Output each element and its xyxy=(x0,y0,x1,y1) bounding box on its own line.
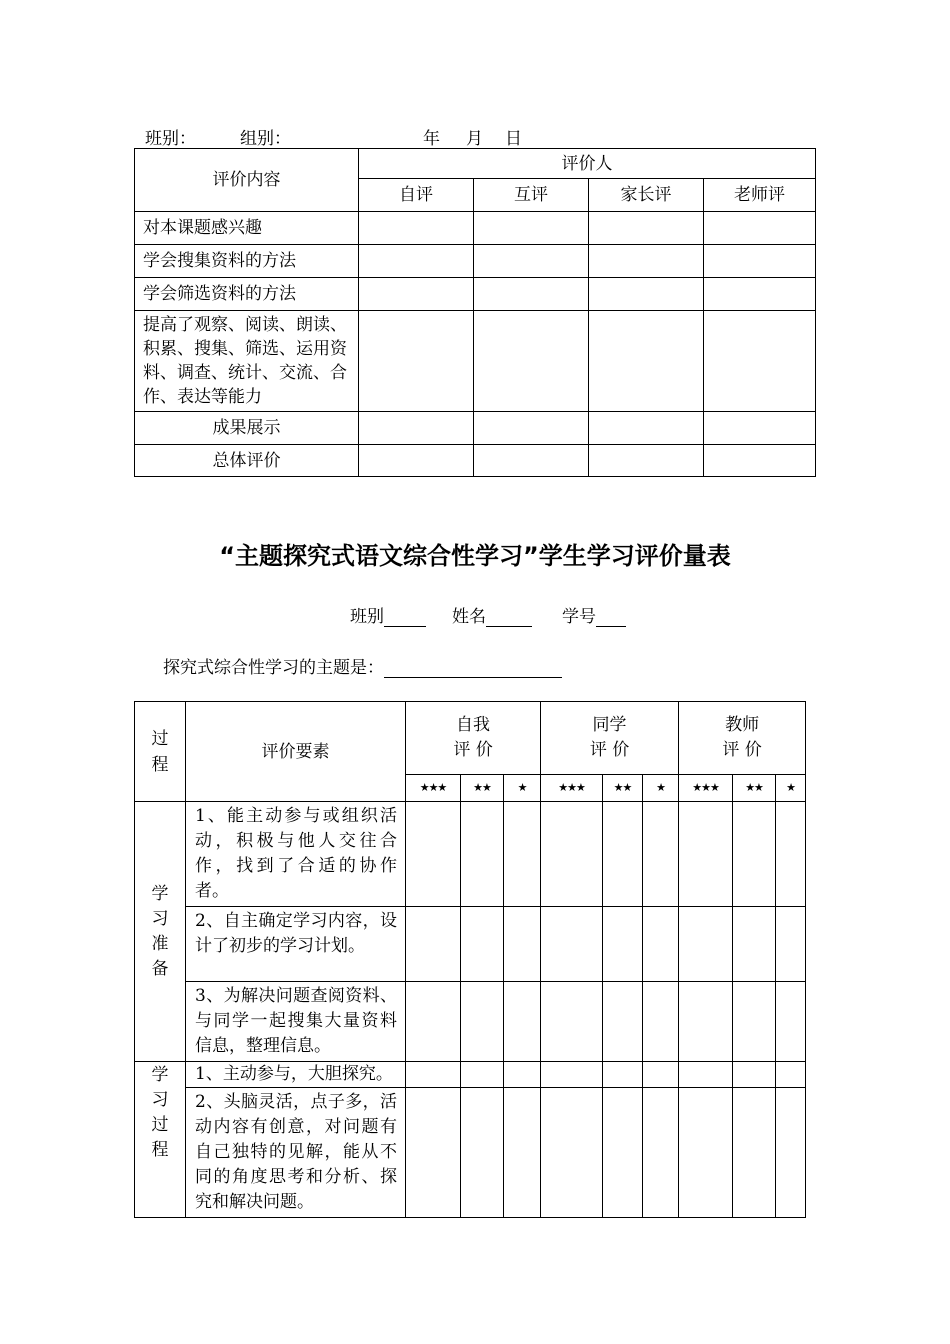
topic-field xyxy=(163,653,562,678)
rating-cell[interactable] xyxy=(461,907,504,982)
topic-label: 探究式综合性学习的主题是： xyxy=(163,658,384,678)
stage-label: 学习准备 xyxy=(135,802,186,1062)
score-cell[interactable] xyxy=(359,311,474,412)
year-label: 年 xyxy=(423,129,440,149)
number-field xyxy=(562,602,626,627)
requirement-item: 2、自主确定学习内容，设计了初步的学习计划。 xyxy=(186,907,406,982)
col-self: 自评 xyxy=(359,179,474,212)
score-cell[interactable] xyxy=(359,245,474,278)
table-row xyxy=(135,802,806,907)
requirement-item: 2、头脑灵活，点子多，活动内容有创意，对问题有自己独特的见解，能从不同的角度思考和分析、探究和解决问题。 xyxy=(186,1088,406,1218)
row-label: 学会搜集资料的方法 xyxy=(135,245,359,278)
rating-cell[interactable] xyxy=(603,982,643,1062)
two-star-label: ★★ xyxy=(461,775,504,802)
table-row xyxy=(135,1062,806,1088)
score-cell[interactable] xyxy=(474,445,589,477)
rating-cell[interactable] xyxy=(406,802,461,907)
table-row xyxy=(135,982,806,1062)
rating-cell[interactable] xyxy=(504,907,541,982)
rating-cell[interactable] xyxy=(541,1088,603,1218)
rating-cell[interactable] xyxy=(603,1088,643,1218)
table-row xyxy=(135,278,816,311)
name-blank[interactable] xyxy=(486,606,532,627)
rating-cell[interactable] xyxy=(679,1062,733,1088)
score-cell[interactable] xyxy=(359,212,474,245)
score-cell[interactable] xyxy=(704,212,816,245)
rating-cell[interactable] xyxy=(541,982,603,1062)
score-cell[interactable] xyxy=(474,311,589,412)
rating-cell[interactable] xyxy=(461,1088,504,1218)
rating-cell[interactable] xyxy=(406,982,461,1062)
score-cell[interactable] xyxy=(589,245,704,278)
rating-cell[interactable] xyxy=(643,1062,679,1088)
content-header: 评价内容 xyxy=(135,149,359,212)
evaluation-table-2 xyxy=(134,701,806,1218)
one-star-label: ★ xyxy=(504,775,541,802)
rating-cell[interactable] xyxy=(733,982,776,1062)
score-cell[interactable] xyxy=(474,212,589,245)
group-teacher: 教师评 价 xyxy=(679,702,806,775)
row-label: 总体评价 xyxy=(135,445,359,477)
rating-cell[interactable] xyxy=(643,907,679,982)
rating-cell[interactable] xyxy=(461,982,504,1062)
rating-cell[interactable] xyxy=(406,1062,461,1088)
score-cell[interactable] xyxy=(704,245,816,278)
score-cell[interactable] xyxy=(704,311,816,412)
rating-cell[interactable] xyxy=(733,907,776,982)
class-label: 班别： xyxy=(145,129,196,149)
number-blank[interactable] xyxy=(596,606,626,627)
stage-label: 学习过程 xyxy=(135,1062,186,1218)
rating-cell[interactable] xyxy=(603,802,643,907)
score-cell[interactable] xyxy=(474,245,589,278)
evaluation-table-1 xyxy=(134,148,816,477)
col-parent: 家长评 xyxy=(589,179,704,212)
table-row xyxy=(135,445,816,477)
rating-cell[interactable] xyxy=(603,907,643,982)
rating-cell[interactable] xyxy=(776,802,806,907)
score-cell[interactable] xyxy=(359,445,474,477)
table-row xyxy=(135,907,806,982)
table-row xyxy=(135,311,816,412)
score-cell[interactable] xyxy=(704,278,816,311)
group-self: 自我评 价 xyxy=(406,702,541,775)
rating-cell[interactable] xyxy=(504,1062,541,1088)
score-cell[interactable] xyxy=(589,212,704,245)
number-label: 学号 xyxy=(562,607,596,627)
requirement-item: 1、主动参与，大胆探究。 xyxy=(186,1062,406,1088)
col-teacher: 老师评 xyxy=(704,179,816,212)
rating-cell[interactable] xyxy=(406,907,461,982)
score-cell[interactable] xyxy=(589,311,704,412)
rating-cell[interactable] xyxy=(733,1062,776,1088)
class-blank[interactable] xyxy=(384,606,426,627)
two-star-label: ★★ xyxy=(603,775,643,802)
rating-cell[interactable] xyxy=(776,1062,806,1088)
three-star-label: ★★★ xyxy=(541,775,603,802)
table-row xyxy=(135,412,816,445)
one-star-label: ★ xyxy=(776,775,806,802)
requirement-header: 评价要素 xyxy=(186,702,406,802)
class-label: 班别 xyxy=(350,607,384,627)
score-cell[interactable] xyxy=(474,278,589,311)
rating-cell[interactable] xyxy=(643,982,679,1062)
three-star-label: ★★★ xyxy=(406,775,461,802)
rating-cell[interactable] xyxy=(643,802,679,907)
rating-cell[interactable] xyxy=(679,1088,733,1218)
name-field xyxy=(452,602,532,627)
rating-cell[interactable] xyxy=(461,802,504,907)
row-label: 提高了观察、阅读、朗读、积累、搜集、筛选、运用资料、调查、统计、交流、合作、表达等能力 xyxy=(135,311,359,412)
rating-cell[interactable] xyxy=(541,1062,603,1088)
rating-cell[interactable] xyxy=(504,1088,541,1218)
requirement-item: 1、能主动参与或组织活动，积极与他人交往合作，找到了合适的协作者。 xyxy=(186,802,406,907)
rating-cell[interactable] xyxy=(733,802,776,907)
group-label: 组别： xyxy=(240,129,291,149)
score-cell[interactable] xyxy=(704,445,816,477)
row-label: 成果展示 xyxy=(135,412,359,445)
two-star-label: ★★ xyxy=(733,775,776,802)
evaluator-header: 评价人 xyxy=(359,149,816,179)
rating-cell[interactable] xyxy=(733,1088,776,1218)
process-header: 过程 xyxy=(135,702,186,802)
one-star-label: ★ xyxy=(643,775,679,802)
col-peer: 互评 xyxy=(474,179,589,212)
score-cell[interactable] xyxy=(704,412,816,445)
table-row xyxy=(135,245,816,278)
score-cell[interactable] xyxy=(474,412,589,445)
topic-blank[interactable] xyxy=(384,657,562,678)
requirement-item: 3、为解决问题查阅资料、与同学一起搜集大量资料信息，整理信息。 xyxy=(186,982,406,1062)
score-cell[interactable] xyxy=(589,412,704,445)
rating-cell[interactable] xyxy=(504,982,541,1062)
rating-cell[interactable] xyxy=(541,802,603,907)
class-field xyxy=(350,602,426,627)
rating-cell[interactable] xyxy=(541,907,603,982)
rating-cell[interactable] xyxy=(776,1088,806,1218)
score-cell[interactable] xyxy=(589,445,704,477)
day-label: 日 xyxy=(505,129,522,149)
three-star-label: ★★★ xyxy=(679,775,733,802)
table-row xyxy=(135,1088,806,1218)
rating-cell[interactable] xyxy=(679,907,733,982)
name-label: 姓名 xyxy=(452,607,486,627)
group-peer: 同学评 价 xyxy=(541,702,679,775)
score-cell[interactable] xyxy=(589,278,704,311)
score-cell[interactable] xyxy=(359,278,474,311)
rating-cell[interactable] xyxy=(406,1088,461,1218)
rating-cell[interactable] xyxy=(776,907,806,982)
rating-cell[interactable] xyxy=(679,982,733,1062)
rating-cell[interactable] xyxy=(679,802,733,907)
score-cell[interactable] xyxy=(359,412,474,445)
rating-cell[interactable] xyxy=(643,1088,679,1218)
row-label: 对本课题感兴趣 xyxy=(135,212,359,245)
row-label: 学会筛选资料的方法 xyxy=(135,278,359,311)
month-label: 月 xyxy=(466,129,483,149)
table-row xyxy=(135,212,816,245)
rating-cell[interactable] xyxy=(776,982,806,1062)
rating-cell[interactable] xyxy=(461,1062,504,1088)
rating-cell[interactable] xyxy=(504,802,541,907)
page-title: “主题探究式语文综合性学习”学生学习评价量表 xyxy=(219,542,731,570)
rating-cell[interactable] xyxy=(603,1062,643,1088)
